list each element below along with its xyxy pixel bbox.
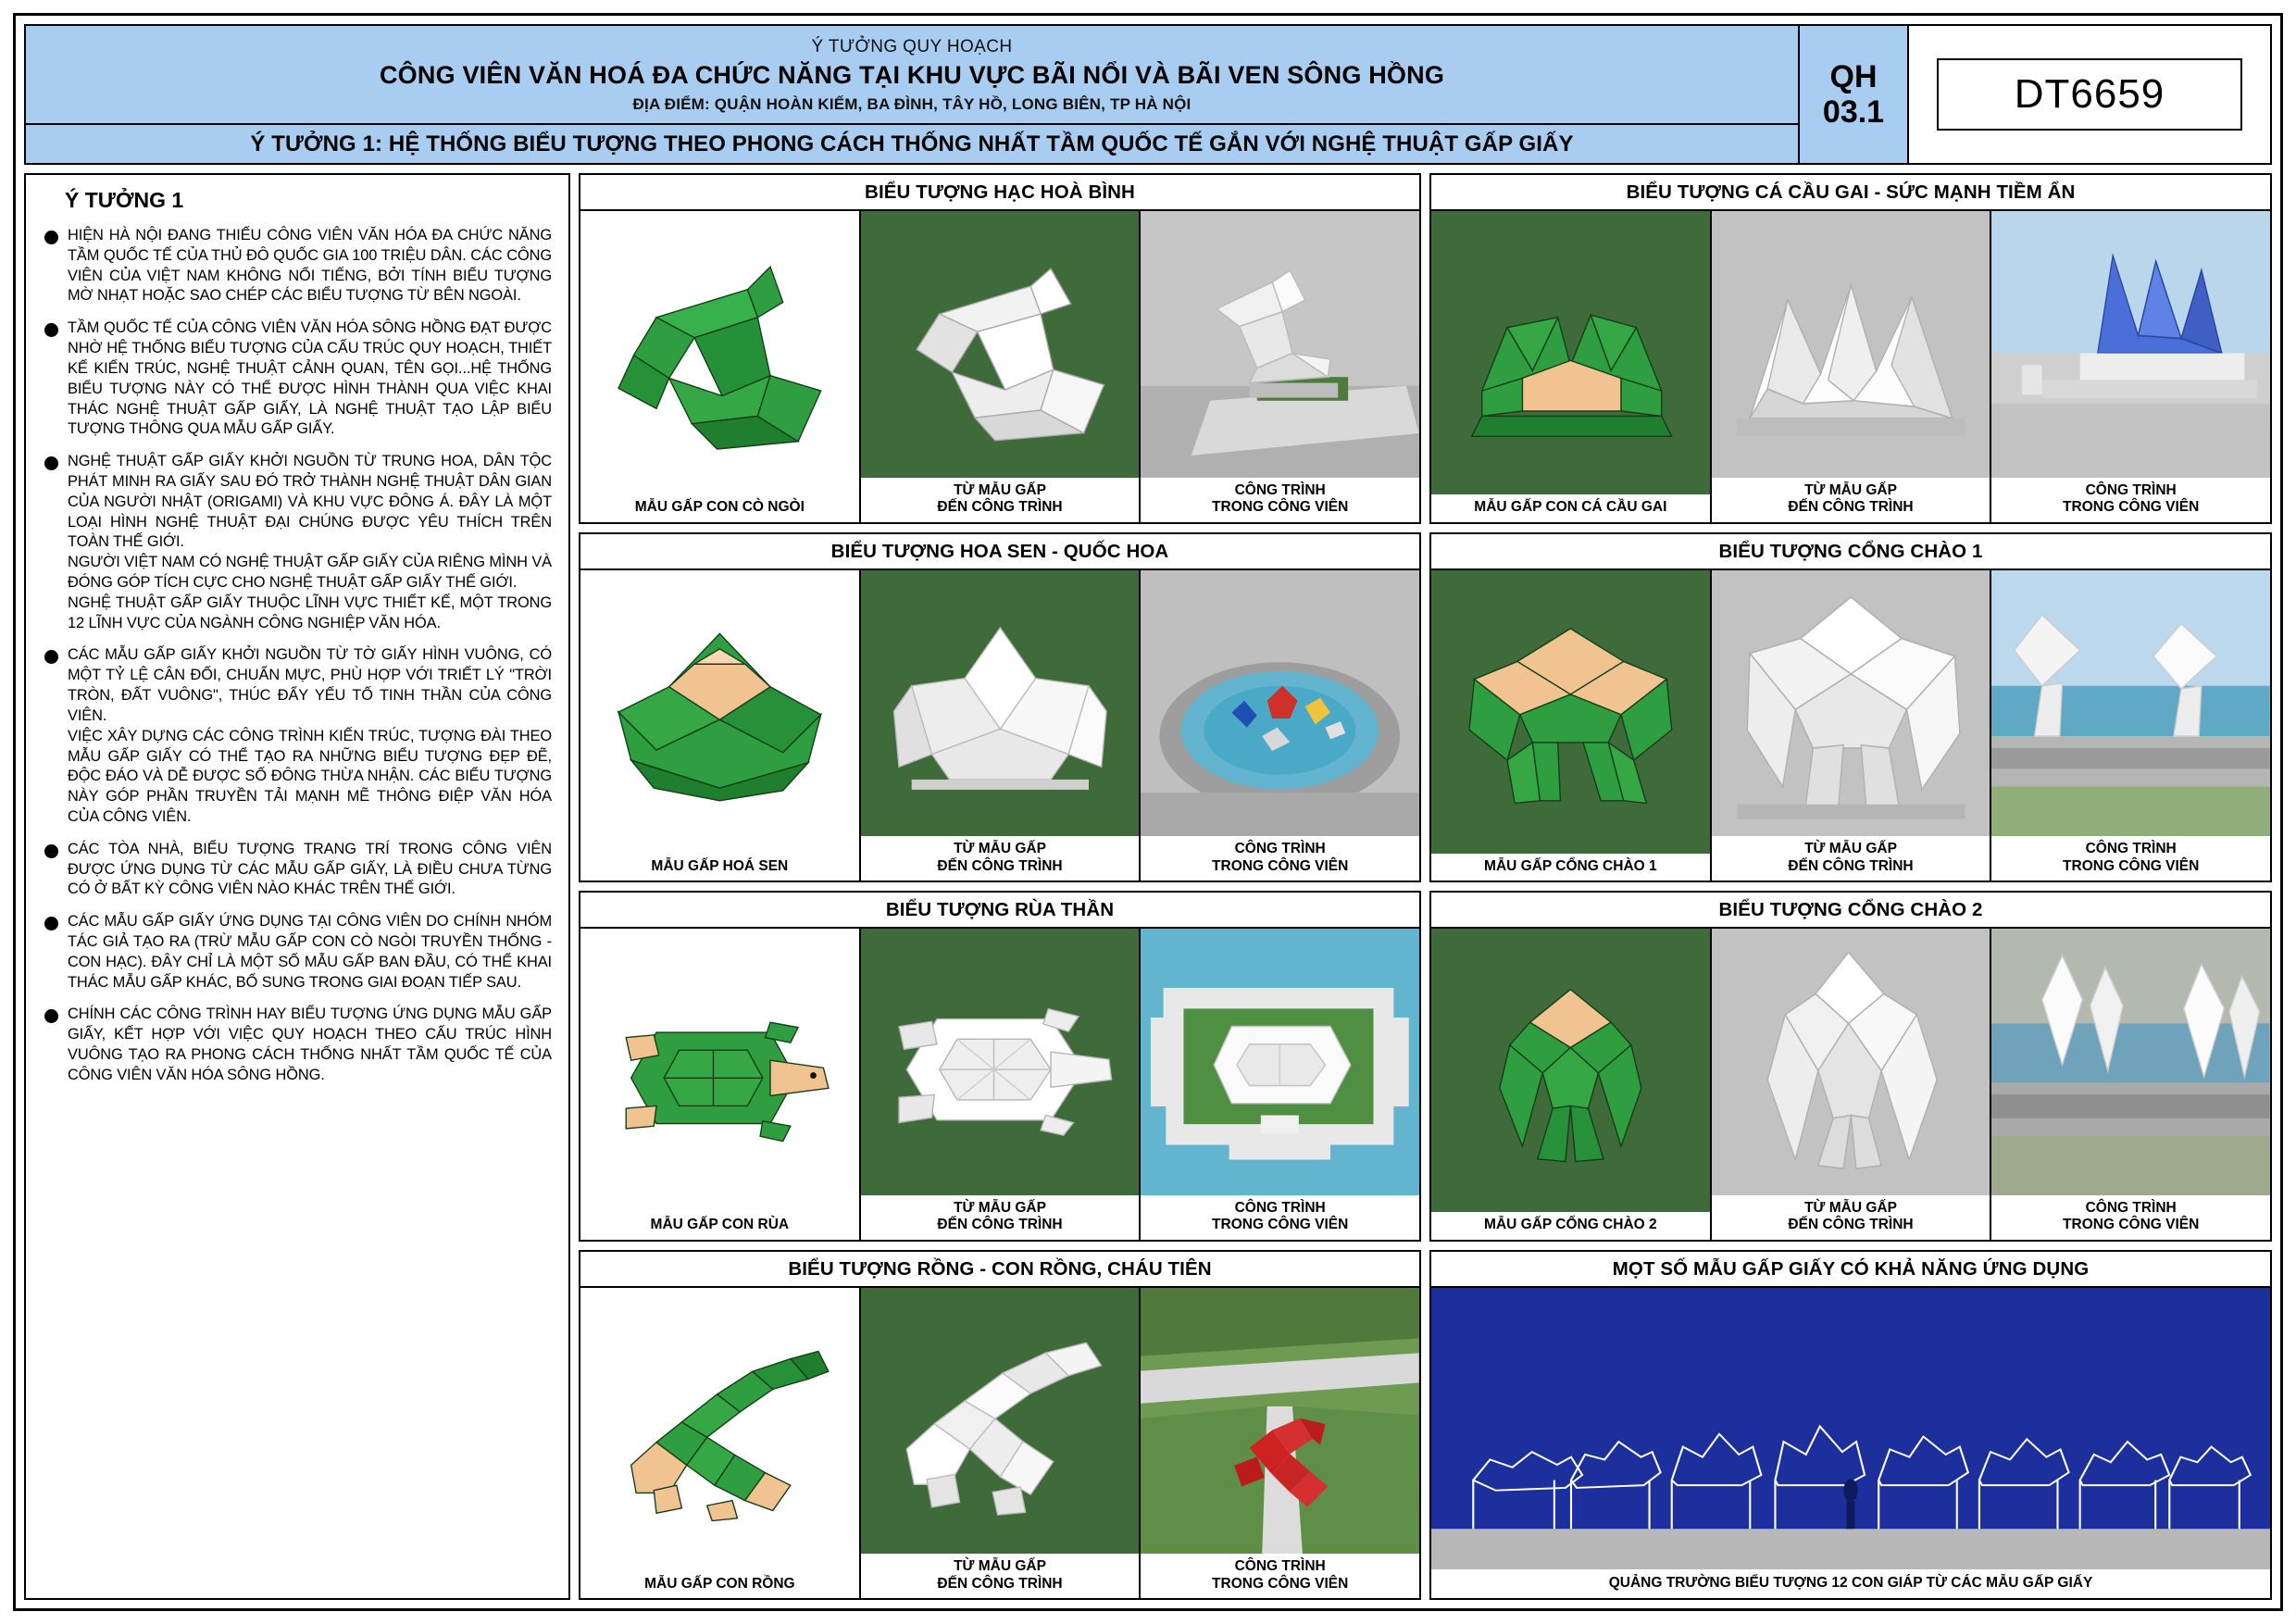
bullet-dot-icon: [44, 231, 58, 244]
header-location: ĐỊA ĐIỂM: QUẬN HOÀN KIẾM, BA ĐÌNH, TÂY HỒ, LONG BIÊN, TP HÀ NỘI: [632, 95, 1192, 113]
panel-title: BIỂU TƯỢNG CỔNG CHÀO 1: [1431, 534, 2270, 570]
cell-caption: QUẢNG TRƯỜNG BIỂU TƯỢNG 12 CON GIÁP TỪ CÁC MẪU GẤP GIẤY: [1608, 1575, 2093, 1591]
image-gate2-origami: [1431, 929, 1710, 1212]
cell-in-park: [1141, 211, 1419, 522]
sheet-code-number: 03.1: [1822, 94, 1885, 130]
bullet-item: [44, 1005, 552, 1085]
image-gate1-origami: [1431, 570, 1710, 854]
bullet-text: VIỆC XÂY DỰNG CÁC CÔNG TRÌNH KIẾN TRÚC, TƯỢNG ĐÀI THEO MẪU GẤP GIẤY CÓ THỂ TẠO RA NHỮNG BIỂU TƯỢNG ĐẸP ĐẼ, ĐỘC ĐÁO VÀ DỄ ĐƯỢC SỐ ĐÔNG THỪA NHẬN. CÁC BIỂU TƯỢNG NÀY GÓP PHẦN TRUYỀN TẢI MẠNH MẼ THÔNG ĐIỆP VĂN HÓA CỦA CÔNG VIÊN.: [68, 727, 552, 825]
image-dragon-white-model: [861, 1288, 1140, 1555]
bullet-dot-icon: [44, 323, 58, 337]
image-crane-white-model: [861, 211, 1140, 478]
sidebar-text-column: [24, 173, 570, 1600]
panel-turtle: [579, 891, 1421, 1242]
bullet-text: NGHỆ THUẬT GẤP GIẤY KHỞI NGUỒN TỪ TRUNG HOA, DÂN TỘC PHÁT MINH RA GIẤY SAU ĐÓ TRỞ THÀNH NGHỆ THUẬT DÂN GIAN CỦA NGƯỜI NHẬT (ORIGAMI) VÀ KHU VỰC ĐÔNG Á. ĐÂY LÀ MỘT LOẠI HÌNH NGHỆ THUẬT ĐẠI CHÚNG ĐƯỢC YÊU THÍCH TRÊN TOÀN THẾ GIỚI.: [68, 453, 552, 551]
cell-model-to-building: [861, 211, 1142, 522]
bullet-text: NGƯỜI VIỆT NAM CÓ NGHỆ THUẬT GẤP GIẤY CỦA RIÊNG MÌNH VÀ ĐÓNG GÓP TÍCH CỰC CHO NGHỆ THUẬT GẤP GIẤY THẾ GIỚI.: [68, 554, 552, 591]
cell-caption: CÔNG TRÌNH TRONG CÔNG VIÊN: [1141, 1554, 1419, 1598]
image-urchin-origami: [1431, 211, 1710, 494]
cell-caption: MẪU GẤP CỔNG CHÀO 1: [1431, 854, 1710, 881]
board-header: [24, 24, 2272, 165]
image-crane-origami: [580, 211, 859, 494]
panel-gate-1: [1429, 532, 2272, 883]
cell-in-park: [1991, 929, 2270, 1240]
cell-in-park: [1141, 929, 1419, 1240]
bullet-text: CÁC MẪU GẤP GIẤY ỨNG DỤNG TẠI CÔNG VIÊN DO CHÍNH NHÓM TÁC GIẢ TẠO RA (TRỪ MẪU GẤP CON CÒ NGÒI TRUYỀN THỐNG - CON HẠC). ĐÂY CHỈ LÀ MỘT SỐ MẪU GẤP BAN ĐẦU, CÓ THỂ KHAI THÁC MẪU GẤP KHÁC, BỔ SUNG TRONG GIAI ĐOẠN TIẾP SAU.: [68, 913, 552, 991]
sheet-code-prefix: QH: [1829, 58, 1878, 94]
cell-caption: CÔNG TRÌNH TRONG CÔNG VIÊN: [1991, 478, 2270, 522]
cell-caption: CÔNG TRÌNH TRONG CÔNG VIÊN: [1991, 1195, 2270, 1240]
image-gate2-white-model: [1712, 929, 1990, 1195]
bullet-item: [44, 840, 552, 900]
bullet-item: [44, 645, 552, 827]
header-idea-line: Ý TƯỞNG 1: HỆ THỐNG BIỂU TƯỢNG THEO PHONG CÁCH THỐNG NHẤT TẦM QUỐC TẾ GẮN VỚI NGHỆ THUẬT GẤP GIẤY: [26, 123, 1798, 163]
image-turtle-in-park: [1141, 929, 1419, 1195]
bullet-text: CÁC MẪU GẤP GIẤY KHỞI NGUỒN TỪ TỜ GIẤY HÌNH VUÔNG, CÓ MỘT TỶ LỆ CÂN ĐỐI, CHUẨN MỰC, PHÙ HỢP VỚI TRIẾT LÝ "TRỜI TRÒN, ĐẤT VUÔNG", THÚC ĐẨY YẾU TỐ TINH THẦN CỦA CÔNG VIÊN.: [68, 646, 552, 724]
panel-column-middle: [579, 173, 1421, 1600]
cell-caption: TỪ MẪU GẤP ĐẾN CÔNG TRÌNH: [861, 478, 1140, 522]
bullet-item: [44, 912, 552, 993]
cell-caption: TỪ MẪU GẤP ĐẾN CÔNG TRÌNH: [1712, 1195, 1990, 1240]
cell-in-park: [1991, 211, 2270, 522]
cell-model-to-building: [861, 570, 1142, 881]
cell-caption: MẪU GẤP CON RÙA: [580, 1212, 859, 1239]
image-gate2-in-park: [1991, 929, 2270, 1195]
image-lotus-in-park: [1141, 570, 1419, 837]
cell-zodiac-plaza: [1431, 1288, 2270, 1599]
cell-in-park: [1991, 570, 2270, 881]
image-urchin-in-park: [1991, 211, 2270, 478]
sheet-code: [1800, 26, 1909, 163]
panel-title: BIỂU TƯỢNG RỒNG - CON RỒNG, CHÁU TIÊN: [580, 1252, 1419, 1288]
cell-caption: TỪ MẪU GẤP ĐẾN CÔNG TRÌNH: [861, 1554, 1140, 1598]
drawing-number: DT6659: [1937, 58, 2242, 131]
bullet-dot-icon: [44, 650, 58, 664]
cell-caption: MẪU GẤP HOÁ SEN: [580, 854, 859, 881]
image-zodiac-plaza: [1431, 1288, 2270, 1570]
panel-crane: [579, 173, 1421, 524]
panel-title: BIỂU TƯỢNG HOA SEN - QUỐC HOA: [580, 534, 1419, 570]
cell-origami-model: [580, 929, 861, 1240]
panel-lotus: [579, 532, 1421, 883]
cell-model-to-building: [1712, 929, 1992, 1240]
cell-origami-model: [580, 211, 861, 522]
cell-model-to-building: [861, 1288, 1142, 1599]
header-subtitle: Ý TƯỞNG QUY HOẠCH: [811, 37, 1013, 56]
drawing-number-area: [1909, 26, 2270, 163]
image-lotus-white-model: [861, 570, 1140, 837]
bullet-text: CHÍNH CÁC CÔNG TRÌNH HAY BIỂU TƯỢNG ỨNG DỤNG MẪU GẤP GIẤY, KẾT HỢP VỚI VIỆC QUY HOẠCH THEO CẤU TRÚC HÌNH VUÔNG TẠO RA PHONG CÁCH THỐNG NHẤT TẦM QUỐC TẾ CỦA CÔNG VIÊN VĂN HÓA SÔNG HỒNG.: [68, 1006, 552, 1083]
cell-caption: CÔNG TRÌNH TRONG CÔNG VIÊN: [1141, 1195, 1419, 1240]
header-titles: [26, 26, 1800, 163]
cell-model-to-building: [861, 929, 1142, 1240]
bullet-item: [44, 452, 552, 633]
image-gate1-white-model: [1712, 570, 1990, 837]
cell-origami-model: [1431, 211, 1712, 522]
panel-title: BIỂU TƯỢNG RÙA THẦN: [580, 893, 1419, 929]
image-crane-in-park: [1141, 211, 1419, 478]
bullet-text: TẦM QUỐC TẾ CỦA CÔNG VIÊN VĂN HÓA SÔNG HỒNG ĐẠT ĐƯỢC NHỜ HỆ THỐNG BIỂU TƯỢNG CỦA CẤU TRÚC QUY HOẠCH, THIẾT KẾ KIẾN TRÚC, NGHỆ THUẬT CẢNH QUAN, TÊN GỌI...HỆ THỐNG BIỂU TƯỢNG NÀY CÓ THỂ ĐƯỢC HÌNH THÀNH QUA VIỆC KHAI THÁC NGHỆ THUẬT GẤP GIẤY, LÀ NGHỆ THUẬT TẠO LẬP BIỂU TƯỢNG THÔNG QUA MẪU GẤP GIẤY.: [68, 319, 552, 438]
cell-caption: MẪU GẤP CỔNG CHÀO 2: [1431, 1212, 1710, 1239]
panel-title: BIỂU TƯỢNG CỔNG CHÀO 2: [1431, 893, 2270, 929]
image-lotus-origami: [580, 570, 859, 854]
panel-title: BIỂU TƯỢNG CÁ CẦU GAI - SỨC MẠNH TIỀM ẨN: [1431, 175, 2270, 211]
cell-model-to-building: [1712, 211, 1992, 522]
cell-origami-model: [1431, 929, 1712, 1240]
bullet-dot-icon: [44, 1009, 58, 1023]
cell-caption: TỪ MẪU GẤP ĐẾN CÔNG TRÌNH: [1712, 836, 1990, 881]
panel-title: MỌT SỐ MẪU GẤP GIẤY CÓ KHẢ NĂNG ỨNG DỤNG: [1431, 1252, 2270, 1288]
image-turtle-origami: [580, 929, 859, 1212]
image-dragon-origami: [580, 1288, 859, 1571]
bullet-text: CÁC TÒA NHÀ, BIỂU TƯỢNG TRANG TRÍ TRONG CÔNG VIÊN ĐƯỢC ỨNG DỤNG TỪ CÁC MẪU GẤP GIẤY, LÀ ĐIỀU CHƯA TỪNG CÓ Ở BẤT KỲ CÔNG VIÊN NÀO KHÁC TRÊN THẾ GIỚI.: [68, 840, 552, 898]
bullet-dot-icon: [44, 456, 58, 470]
bullet-item: [44, 226, 552, 306]
image-gate1-in-park: [1991, 570, 2270, 837]
bullet-dot-icon: [44, 844, 58, 858]
panel-dragon: [579, 1250, 1421, 1601]
cell-caption: CÔNG TRÌNH TRONG CÔNG VIÊN: [1991, 836, 2270, 881]
cell-origami-model: [1431, 570, 1712, 881]
cell-in-park: [1141, 1288, 1419, 1599]
cell-caption: TỪ MẪU GẤP ĐẾN CÔNG TRÌNH: [1712, 478, 1990, 522]
cell-caption: CÔNG TRÌNH TRONG CÔNG VIÊN: [1141, 478, 1419, 522]
panel-title: BIỂU TƯỢNG HẠC HOÀ BÌNH: [580, 175, 1419, 211]
cell-caption: CÔNG TRÌNH TRONG CÔNG VIÊN: [1141, 836, 1419, 881]
panel-column-right: [1429, 173, 2272, 1600]
cell-caption: TỪ MẪU GẤP ĐẾN CÔNG TRÌNH: [861, 1195, 1140, 1240]
cell-origami-model: [580, 570, 861, 881]
image-turtle-white-model: [861, 929, 1140, 1195]
panel-gate-2: [1429, 891, 2272, 1242]
bullet-text: NGHỆ THUẬT GẤP GIẤY THUỘC LĨNH VỰC THIẾT KẾ, MỘT TRONG 12 LĨNH VỰC CỦA NGÀNH CÔNG NGHIỆP VĂN HÓA.: [68, 593, 552, 631]
cell-caption: TỪ MẪU GẤP ĐẾN CÔNG TRÌNH: [861, 836, 1140, 881]
image-dragon-in-park: [1141, 1288, 1419, 1555]
header-title: CÔNG VIÊN VĂN HOÁ ĐA CHỨC NĂNG TẠI KHU VỰC BÃI NỔI VÀ BÃI VEN SÔNG HỒNG: [379, 61, 1445, 89]
sidebar-title: Ý TƯỞNG 1: [65, 188, 184, 212]
bullet-item: [44, 319, 552, 440]
cell-origami-model: [580, 1288, 861, 1599]
cell-in-park: [1141, 570, 1419, 881]
bullet-text: HIỆN HÀ NỘI ĐANG THIẾU CÔNG VIÊN VĂN HÓA ĐA CHỨC NĂNG TẦM QUỐC TẾ CỦA THỦ ĐÔ QUỐC GIA 100 TRIỆU DÂN. CÁC CÔNG VIÊN CỦA VIỆT NAM KHÔNG NỔI TIẾNG, BỞI TÍNH BIỂU TƯỢNG MỜ NHẠT HOẶC SAO CHÉP CÁC BIỂU TƯỢNG TỪ BÊN NGOÀI.: [68, 227, 552, 305]
panel-sea-urchin: [1429, 173, 2272, 524]
cell-model-to-building: [1712, 570, 1992, 881]
bullet-dot-icon: [44, 917, 58, 931]
sidebar-bullets: [44, 226, 552, 1086]
cell-caption: MẪU GẤP CON CÁ CẦU GAI: [1431, 494, 1710, 521]
panel-applicable-models: [1429, 1250, 2272, 1601]
cell-caption: MẪU GẤP CON CÒ NGÒI: [580, 494, 859, 521]
image-urchin-white-model: [1712, 211, 1990, 478]
cell-caption: MẪU GẤP CON RỒNG: [580, 1571, 859, 1598]
